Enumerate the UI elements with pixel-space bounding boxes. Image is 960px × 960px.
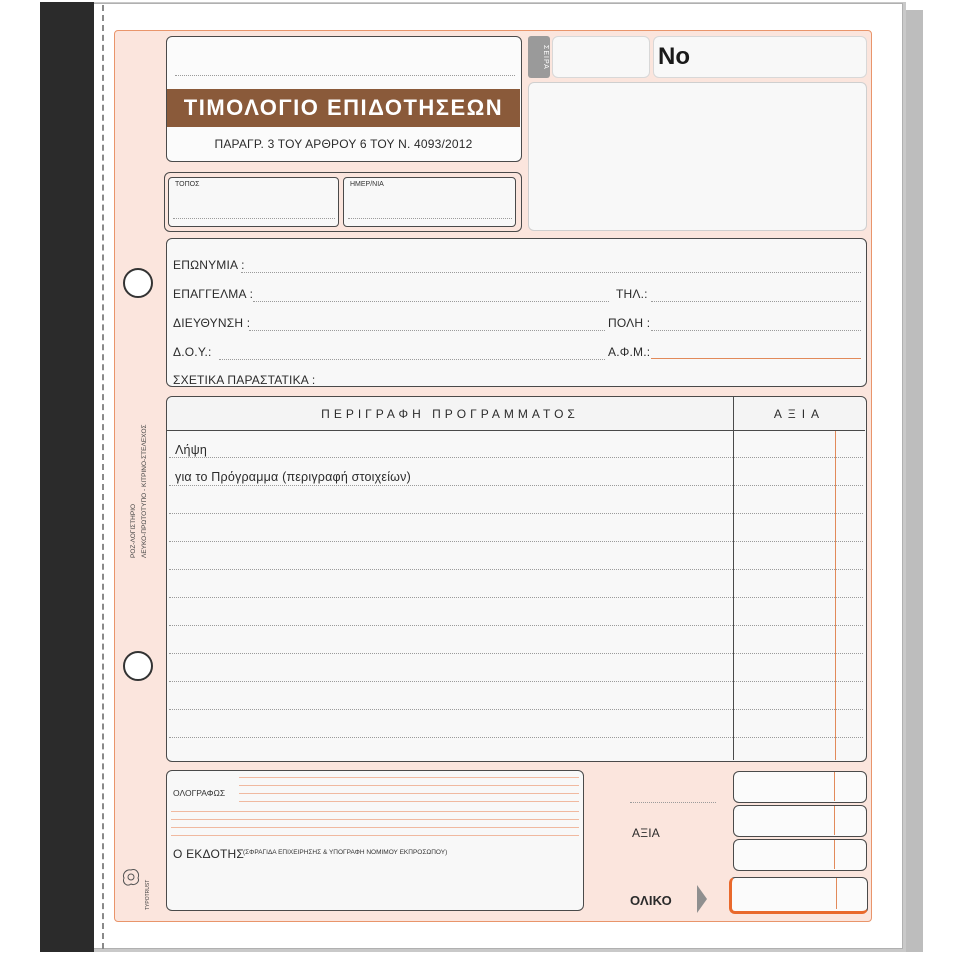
perforation-line — [102, 5, 104, 949]
place-label: ΤΟΠΟΣ — [175, 181, 200, 188]
footer-box — [166, 770, 584, 911]
number-field[interactable] — [653, 36, 867, 78]
table-row[interactable] — [169, 653, 863, 654]
phone-fill-line[interactable] — [651, 301, 861, 302]
value-field-1-divider — [834, 772, 835, 801]
profession-label: ΕΠΑΓΓΕΛΜΑ : — [173, 287, 254, 301]
total-field[interactable] — [729, 877, 868, 914]
in-words-label: ΟΛΟΓΡΑΦΩΣ — [173, 788, 226, 798]
value-field-1[interactable] — [733, 771, 867, 803]
in-words-line-2[interactable] — [239, 785, 579, 786]
in-words-line-3[interactable] — [239, 793, 579, 794]
title-fill-line — [175, 75, 515, 76]
total-field-divider — [836, 878, 837, 909]
document-title: ΤΙΜΟΛΟΓΙΟ ΕΠΙΔΟΤΗΣΕΩΝ — [167, 89, 520, 127]
table-row[interactable] — [169, 597, 863, 598]
row-1-text: Λήψη — [175, 443, 207, 457]
value-decimal-line — [835, 431, 836, 760]
side-note-line1: ΡΟΖ-ΛΟΓΙΣΤΗΡΙΟ — [130, 503, 137, 558]
date-field[interactable] — [343, 177, 516, 227]
brand-logo-icon — [118, 864, 144, 890]
tax-office-label: Δ.Ο.Υ.: — [173, 345, 212, 359]
place-fill-line — [173, 218, 335, 219]
issuer-label: Ο ΕΚΔΟΤΗΣ — [173, 847, 244, 861]
address-label: ΔΙΕΥΘΥΝΣΗ : — [173, 316, 251, 330]
tax-office-fill-line[interactable] — [219, 359, 605, 360]
brand-logo — [118, 864, 144, 890]
in-words-line-7[interactable] — [171, 827, 579, 828]
in-words-line-6[interactable] — [171, 819, 579, 820]
value-field-3[interactable] — [733, 839, 867, 871]
stamp-area — [528, 82, 867, 231]
name-label: ΕΠΩΝΥΜΙΑ : — [173, 258, 245, 272]
table-row[interactable] — [169, 485, 863, 486]
phone-label: ΤΗΛ.: — [616, 287, 648, 301]
date-fill-line — [348, 218, 512, 219]
total-label: ΟΛΙΚΟ — [630, 893, 672, 908]
binding-strip — [40, 2, 94, 952]
related-docs-label: ΣΧΕΤΙΚΑ ΠΑΡΑΣΤΑΤΙΚΑ : — [173, 373, 316, 387]
title-box — [166, 36, 522, 162]
document-subtitle: ΠΑΡΑΓΡ. 3 ΤΟΥ ΑΡΘΡΟΥ 6 ΤΟΥ Ν. 4093/2012 — [214, 137, 473, 151]
in-words-line-8[interactable] — [171, 835, 579, 836]
place-date-box — [164, 172, 522, 232]
table-row[interactable] — [169, 681, 863, 682]
customer-box — [166, 238, 867, 387]
profession-fill-line[interactable] — [253, 301, 609, 302]
description-table — [166, 396, 867, 762]
side-note-line2: ΛΕΥΚΟ-ΠΡΩΤΟΤΥΠΟ - ΚΙΤΡΙΝΟ-ΣΤΕΛΕΧΟΣ — [141, 424, 148, 558]
address-fill-line[interactable] — [249, 330, 605, 331]
table-row[interactable] — [169, 569, 863, 570]
issuer-note: (ΣΦΡΑΓΙΔΑ ΕΠΙΧΕΙΡΗΣΗΣ & ΥΠΟΓΡΑΦΗ ΝΟΜΙΜΟΥ ΕΚΠΡΟΣΩΠΟΥ) — [243, 849, 448, 856]
total-arrow-icon — [696, 884, 708, 914]
binding-hole-top — [123, 268, 153, 298]
series-field[interactable] — [552, 36, 650, 78]
vat-fill-line[interactable] — [651, 358, 861, 359]
city-label: ΠΟΛΗ : — [608, 316, 651, 330]
value-field-2-divider — [834, 806, 835, 835]
city-fill-line[interactable] — [651, 330, 861, 331]
table-row[interactable] — [169, 625, 863, 626]
binding-hole-bottom — [123, 651, 153, 681]
place-field[interactable] — [168, 177, 339, 227]
row-2-text: για το Πρόγραμμα (περιγραφή στοιχείων) — [175, 470, 411, 484]
value-header: ΑΞΙΑ — [773, 407, 826, 421]
value-label: ΑΞΙΑ — [632, 826, 660, 840]
in-words-line-4[interactable] — [239, 801, 579, 802]
series-tag: ΣΕΙΡΑ — [528, 36, 550, 78]
table-row[interactable] — [169, 541, 863, 542]
in-words-line-1[interactable] — [239, 777, 579, 778]
vat-label: Α.Φ.Μ.: — [608, 345, 651, 359]
description-header: ΠΕΡΙΓΡΑΦΗ ΠΡΟΓΡΑΜΜΑΤΟΣ — [321, 407, 579, 421]
value-field-2[interactable] — [733, 805, 867, 837]
number-label: No — [658, 43, 690, 70]
value-fill-line[interactable] — [630, 802, 716, 803]
column-divider — [733, 397, 734, 760]
value-field-3-divider — [834, 840, 835, 869]
name-fill-line[interactable] — [241, 272, 861, 273]
table-row[interactable] — [169, 457, 863, 458]
table-row[interactable] — [169, 513, 863, 514]
table-row[interactable] — [169, 709, 863, 710]
table-row[interactable] — [169, 737, 863, 738]
brand-name: TYPOTRUST — [145, 879, 151, 910]
in-words-line-5[interactable] — [171, 811, 579, 812]
date-label: ΗΜΕΡ/ΝΙΑ — [350, 181, 384, 188]
